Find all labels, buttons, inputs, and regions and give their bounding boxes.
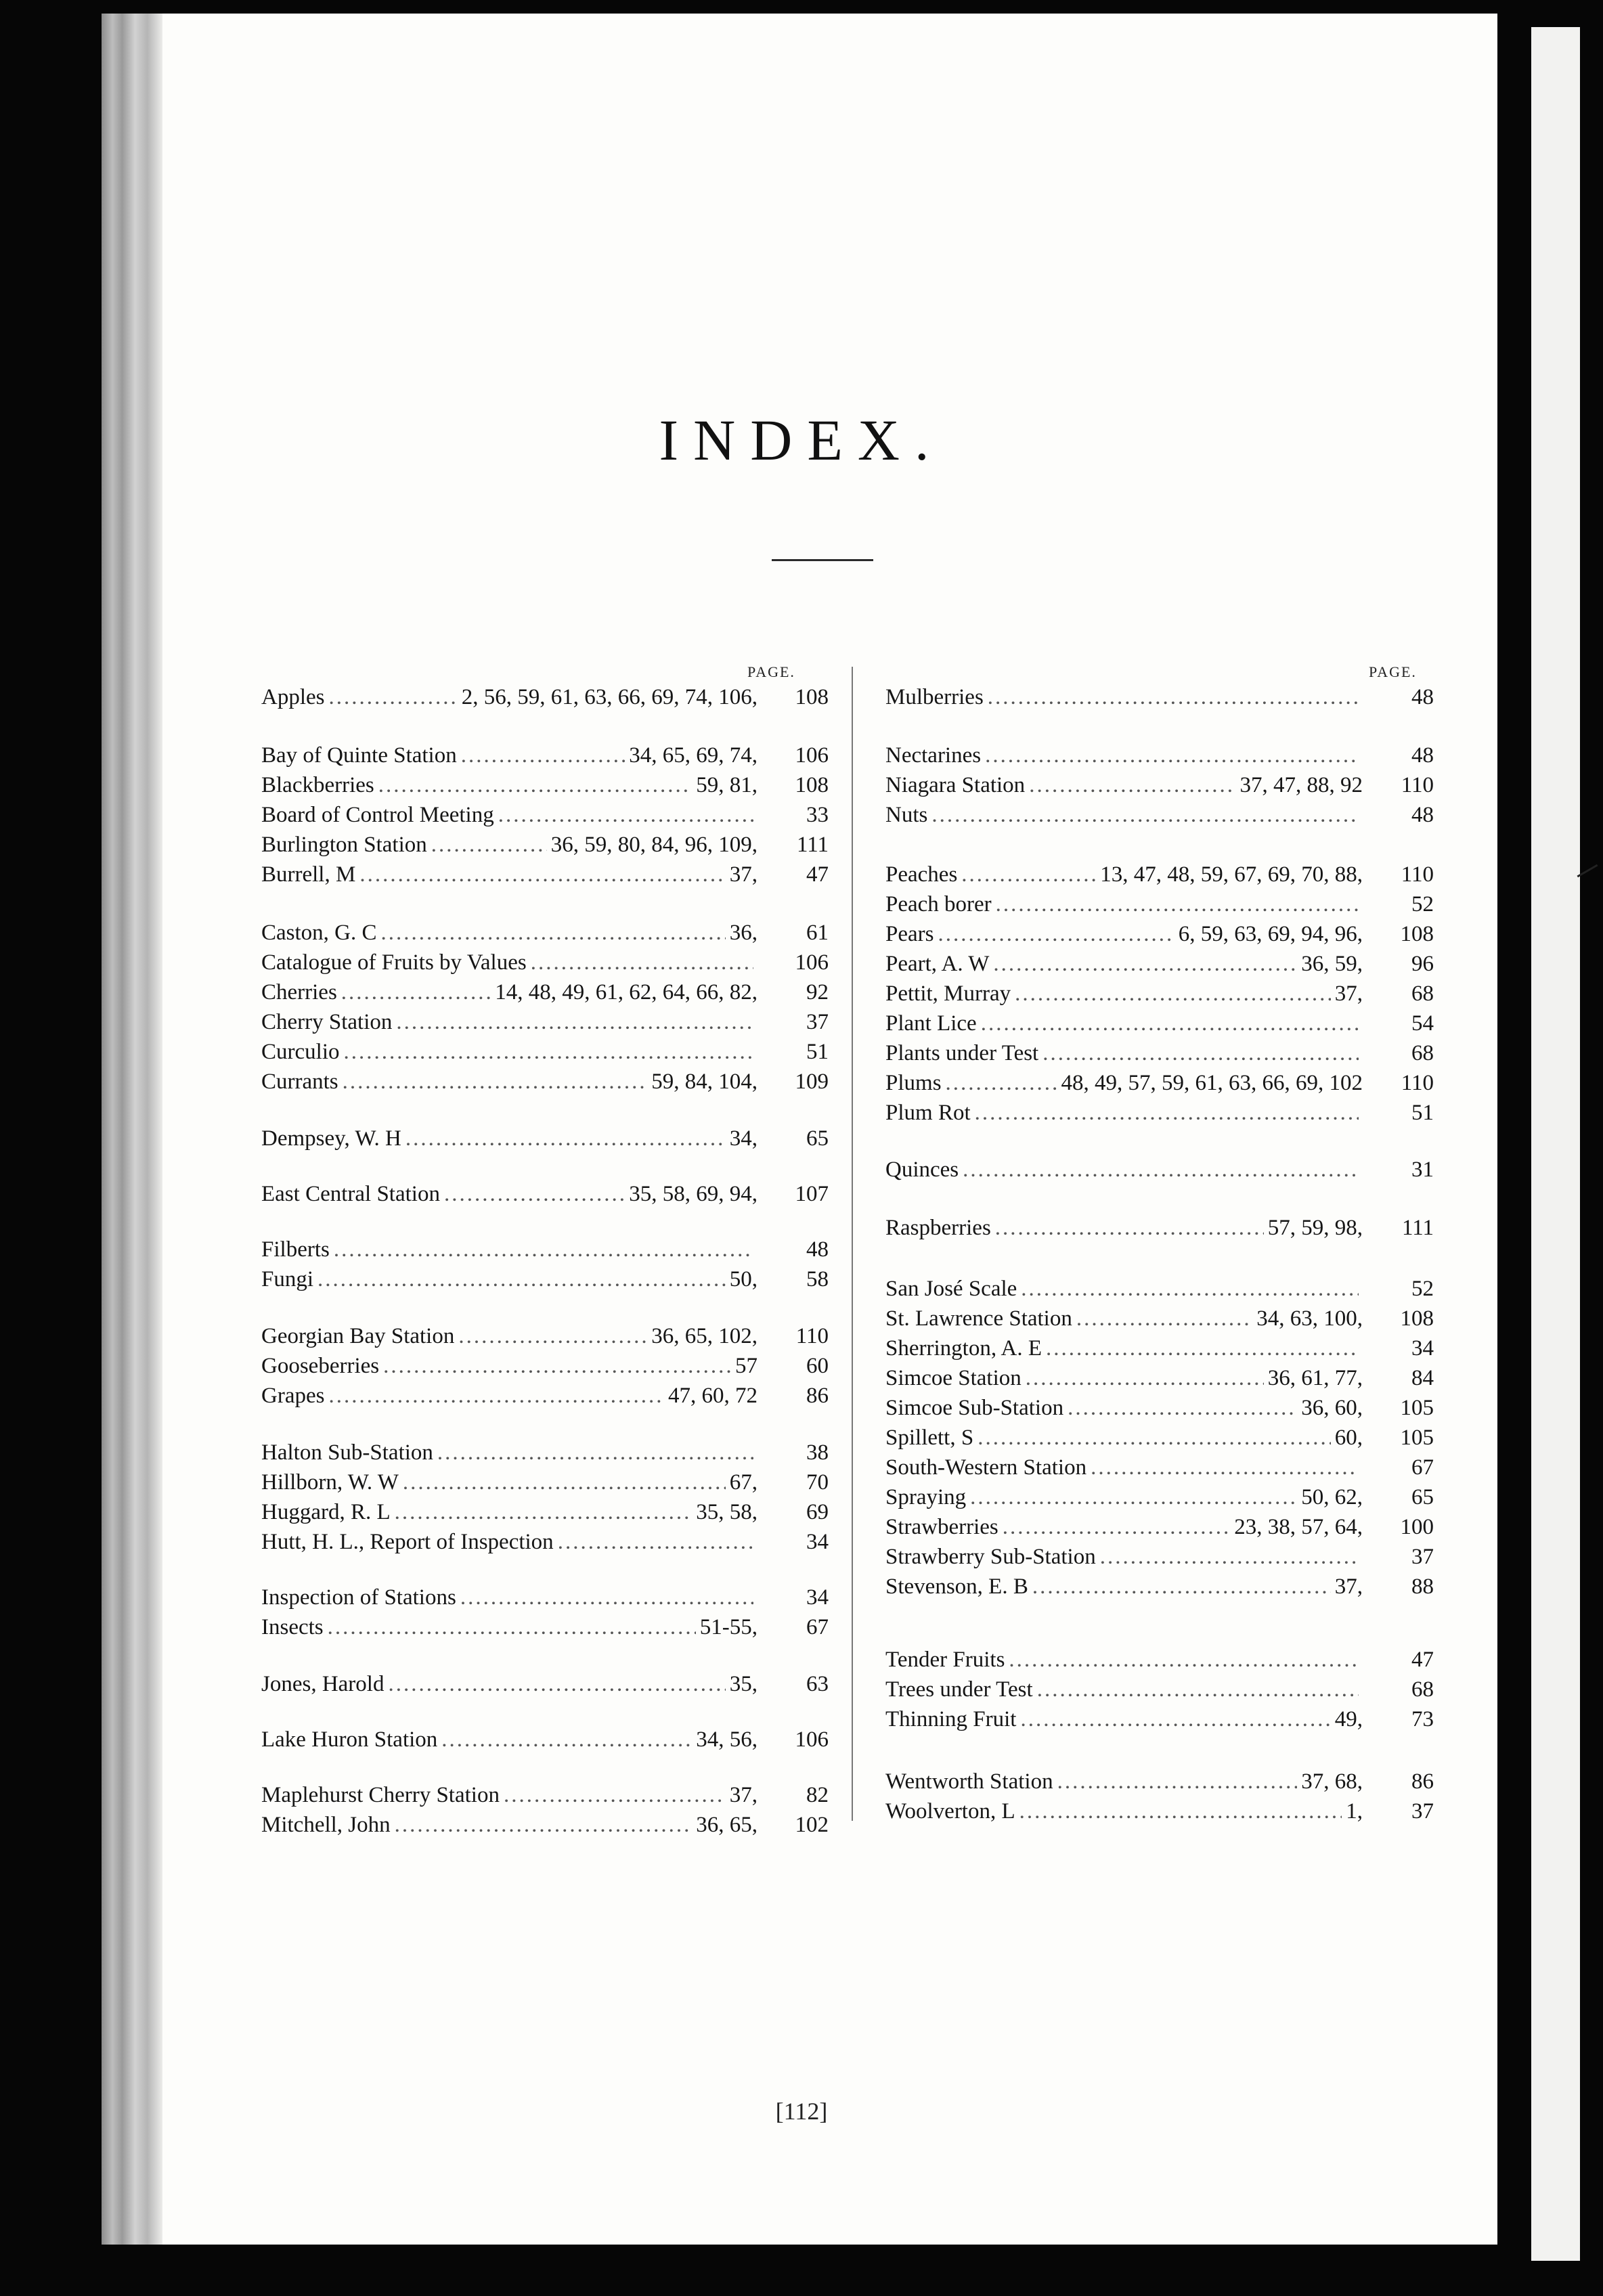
index-entry — [885, 1366, 1434, 1396]
entry-page-ref: 70 — [806, 1470, 829, 1495]
entry-name: Trees under Test — [885, 1677, 1033, 1702]
dot-leader — [975, 1101, 1359, 1126]
entry-page-ref: 67 — [806, 1615, 829, 1639]
index-entry — [261, 1040, 829, 1069]
entry-page-ref: 61 — [806, 921, 829, 945]
index-entry — [261, 1010, 829, 1040]
entry-name: Raspberries — [885, 1216, 991, 1240]
index-entry — [261, 1530, 829, 1560]
entry-name: Pettit, Murray — [885, 981, 1011, 1006]
index-entry — [885, 1515, 1434, 1545]
entry-page-ref: 37 — [1411, 1545, 1434, 1569]
entry-name: Plums — [885, 1071, 942, 1095]
index-entry — [885, 1426, 1434, 1455]
entry-name: Inspection of Stations — [261, 1585, 456, 1610]
index-entry — [885, 743, 1434, 773]
index-entry — [261, 773, 829, 803]
entry-pages: 37, 68, — [1301, 1769, 1363, 1794]
dot-leader — [1046, 1336, 1359, 1361]
entry-page-ref: 107 — [795, 1182, 829, 1206]
index-entry — [261, 803, 829, 833]
dot-leader — [383, 1354, 731, 1379]
dot-leader — [961, 862, 1096, 887]
index-entry — [885, 981, 1434, 1011]
index-entry — [261, 1354, 829, 1384]
entry-page-ref: 33 — [806, 803, 829, 827]
dot-leader — [334, 1237, 753, 1262]
dot-leader — [395, 1813, 693, 1838]
entry-page-ref: 67 — [1411, 1455, 1434, 1480]
dot-leader — [1015, 981, 1331, 1007]
dot-leader — [328, 1384, 664, 1409]
entry-page-ref: 108 — [1400, 1306, 1434, 1331]
entry-page-ref: 58 — [806, 1267, 829, 1292]
index-entry — [885, 1101, 1434, 1130]
entry-pages: 36, 61, 77, — [1267, 1366, 1363, 1390]
entry-pages: 34, 63, 100, — [1256, 1306, 1363, 1331]
entry-page-ref: 105 — [1400, 1426, 1434, 1450]
dot-leader — [441, 1727, 692, 1752]
dot-leader — [1032, 1574, 1331, 1599]
dot-leader — [388, 1672, 725, 1697]
dot-leader — [461, 743, 625, 768]
index-entry — [885, 1707, 1434, 1737]
dot-leader — [381, 921, 726, 946]
index-entry — [885, 892, 1434, 922]
entry-name: Cherry Station — [261, 1010, 393, 1034]
entry-pages: 1, — [1346, 1799, 1363, 1824]
index-entry — [261, 862, 829, 892]
dot-leader — [1009, 1648, 1359, 1673]
dot-leader — [938, 922, 1174, 947]
entry-pages: 37, — [1334, 981, 1363, 1006]
dot-leader — [1091, 1455, 1359, 1480]
dot-leader — [498, 803, 753, 828]
entry-page-ref: 60 — [806, 1354, 829, 1378]
entry-name: Blackberries — [261, 773, 374, 797]
entry-pages: 34, 65, 69, 74, — [629, 743, 757, 768]
entry-page-ref: 52 — [1411, 1277, 1434, 1301]
index-entry — [885, 1157, 1434, 1187]
entry-page-ref: 110 — [1401, 862, 1434, 887]
entry-name: Tender Fruits — [885, 1648, 1005, 1672]
index-entry — [885, 1455, 1434, 1485]
entry-page-ref: 110 — [1401, 773, 1434, 797]
page-edge-shading — [102, 14, 162, 2245]
entry-page-ref: 68 — [1411, 981, 1434, 1006]
dot-leader — [460, 1585, 753, 1610]
dot-leader — [1076, 1306, 1252, 1331]
entry-name: Hillborn, W. W — [261, 1470, 399, 1495]
entry-pages: 37, — [729, 1783, 757, 1807]
dot-leader — [1019, 1799, 1342, 1824]
entry-name: Mulberries — [885, 685, 984, 709]
entry-page-ref: 31 — [1411, 1157, 1434, 1182]
dot-leader — [963, 1157, 1359, 1183]
index-entry — [885, 952, 1434, 981]
index-entry — [261, 1182, 829, 1212]
entry-page-ref: 92 — [806, 980, 829, 1005]
entry-name: Peach borer — [885, 892, 992, 917]
entry-pages: 67, — [729, 1470, 757, 1495]
index-entry — [261, 1500, 829, 1530]
dot-leader — [1026, 1366, 1264, 1391]
entry-name: Lake Huron Station — [261, 1727, 438, 1752]
entry-name: Nuts — [885, 803, 928, 827]
entry-pages: 59, 81, — [696, 773, 757, 797]
entry-pages: 34, 56, — [696, 1727, 757, 1752]
entry-page-ref: 48 — [1411, 685, 1434, 709]
entry-page-ref: 48 — [806, 1237, 829, 1262]
entry-page-ref: 108 — [795, 685, 829, 709]
index-entry — [885, 1277, 1434, 1306]
entry-name: Niagara Station — [885, 773, 1026, 797]
dot-leader — [1020, 1707, 1330, 1732]
title-rule — [772, 559, 873, 561]
dot-leader — [396, 1010, 753, 1035]
entry-page-ref: 110 — [1401, 1071, 1434, 1095]
entry-page-ref: 51 — [806, 1040, 829, 1064]
index-entry — [885, 922, 1434, 952]
entry-pages: 34, — [729, 1126, 757, 1151]
entry-name: Filberts — [261, 1237, 330, 1262]
entry-name: Nectarines — [885, 743, 982, 768]
entry-pages: 59, 84, 104, — [651, 1069, 757, 1094]
dot-leader — [458, 1324, 647, 1349]
entry-page-ref: 68 — [1411, 1041, 1434, 1065]
entry-name: Apples — [261, 685, 325, 709]
entry-pages: 51-55, — [699, 1615, 757, 1639]
page-title: INDEX. — [659, 407, 944, 472]
dot-leader — [317, 1267, 726, 1292]
entry-pages: 35, 58, — [696, 1500, 757, 1524]
dot-leader — [341, 980, 491, 1005]
entry-page-ref: 73 — [1411, 1707, 1434, 1731]
index-entry — [885, 1485, 1434, 1515]
dot-leader — [1057, 1769, 1298, 1794]
entry-pages: 36, 65, — [696, 1813, 757, 1837]
dot-leader — [504, 1783, 726, 1808]
index-entry — [885, 1677, 1434, 1707]
dot-leader — [946, 1071, 1057, 1096]
entry-page-ref: 108 — [795, 773, 829, 797]
entry-page-ref: 96 — [1411, 952, 1434, 976]
index-entry — [885, 1574, 1434, 1604]
index-entry — [261, 743, 829, 773]
entry-name: Plum Rot — [885, 1101, 971, 1125]
entry-page-ref: 86 — [1411, 1769, 1434, 1794]
index-entry — [261, 980, 829, 1010]
index-entry — [261, 1470, 829, 1500]
entry-page-ref: 109 — [795, 1069, 829, 1094]
index-entry — [885, 1071, 1434, 1101]
entry-pages: 14, 48, 49, 61, 62, 64, 66, 82, — [495, 980, 757, 1005]
dot-leader — [403, 1470, 726, 1495]
entry-name: Catalogue of Fruits by Values — [261, 950, 527, 975]
dot-leader — [405, 1126, 726, 1151]
entry-page-ref: 111 — [796, 833, 829, 857]
entry-name: Cherries — [261, 980, 337, 1005]
index-entry — [885, 1011, 1434, 1041]
index-entry — [261, 1267, 829, 1297]
index-entry — [261, 833, 829, 862]
entry-page-ref: 34 — [806, 1585, 829, 1610]
entry-name: South-Western Station — [885, 1455, 1087, 1480]
dot-leader — [395, 1500, 693, 1525]
entry-page-ref: 63 — [806, 1672, 829, 1696]
dot-leader — [444, 1182, 625, 1207]
index-entry — [261, 1237, 829, 1267]
dot-leader — [558, 1530, 753, 1555]
entry-page-ref: 37 — [1411, 1799, 1434, 1824]
entry-page-ref: 84 — [1411, 1366, 1434, 1390]
entry-pages: 60, — [1334, 1426, 1363, 1450]
entry-page-ref: 38 — [806, 1440, 829, 1465]
index-entry — [261, 1585, 829, 1615]
entry-pages: 13, 47, 48, 59, 67, 69, 70, 88, — [1100, 862, 1363, 887]
index-entry — [885, 1041, 1434, 1071]
index-entry — [261, 1615, 829, 1645]
entry-name: St. Lawrence Station — [885, 1306, 1072, 1331]
dot-leader — [1029, 773, 1235, 798]
entry-page-ref: 34 — [1411, 1336, 1434, 1361]
entry-name: Wentworth Station — [885, 1769, 1053, 1794]
entry-pages: 36, — [729, 921, 757, 945]
index-entry — [261, 1440, 829, 1470]
entry-page-ref: 34 — [806, 1530, 829, 1554]
entry-page-ref: 48 — [1411, 743, 1434, 768]
index-entry — [261, 1069, 829, 1099]
page-number: [112] — [775, 2098, 828, 2125]
entry-name: Fungi — [261, 1267, 314, 1292]
entry-pages: 6, 59, 63, 69, 94, 96, — [1178, 922, 1363, 946]
dot-leader — [431, 833, 547, 858]
dot-leader — [1021, 1277, 1359, 1302]
entry-pages: 47, 60, 72 — [668, 1384, 757, 1408]
entry-name: Quinces — [885, 1157, 959, 1182]
entry-page-ref: 108 — [1400, 922, 1434, 946]
entry-name: Hutt, H. L., Report of Inspection — [261, 1530, 554, 1554]
entry-page-ref: 111 — [1401, 1216, 1434, 1240]
index-entry — [885, 1799, 1434, 1829]
entry-pages: 57 — [735, 1354, 757, 1378]
entry-pages: 2, 56, 59, 61, 63, 66, 69, 74, 106, — [461, 685, 757, 709]
dot-leader — [378, 773, 692, 798]
entry-name: Simcoe Sub-Station — [885, 1396, 1064, 1420]
entry-name: Halton Sub-Station — [261, 1440, 433, 1465]
entry-name: Spillett, S — [885, 1426, 974, 1450]
index-entry — [261, 1813, 829, 1842]
dot-leader — [993, 952, 1297, 977]
entry-name: Peart, A. W — [885, 952, 990, 976]
index-entry — [261, 1727, 829, 1757]
entry-page-ref: 52 — [1411, 892, 1434, 917]
index-entry — [885, 803, 1434, 833]
entry-page-ref: 100 — [1400, 1515, 1434, 1539]
index-entry — [885, 1336, 1434, 1366]
entry-name: Georgian Bay Station — [261, 1324, 455, 1348]
dot-leader — [981, 1011, 1359, 1036]
index-entry — [261, 950, 829, 980]
entry-name: San José Scale — [885, 1277, 1017, 1301]
entry-name: Strawberry Sub-Station — [885, 1545, 1096, 1569]
entry-page-ref: 105 — [1400, 1396, 1434, 1420]
entry-name: Caston, G. C — [261, 921, 377, 945]
entry-page-ref: 37 — [806, 1010, 829, 1034]
entry-pages: 57, 59, 98, — [1267, 1216, 1363, 1240]
entry-page-ref: 106 — [795, 950, 829, 975]
entry-pages: 36, 59, 80, 84, 96, 109, — [550, 833, 757, 857]
entry-page-ref: 88 — [1411, 1574, 1434, 1599]
entry-page-ref: 106 — [795, 1727, 829, 1752]
entry-pages: 37, 47, 88, 92 — [1239, 773, 1363, 797]
dot-leader — [531, 950, 753, 975]
entry-pages: 35, 58, 69, 94, — [629, 1182, 757, 1206]
index-entry — [261, 921, 829, 950]
dot-leader — [985, 743, 1359, 768]
entry-name: Stevenson, E. B — [885, 1574, 1028, 1599]
entry-name: Gooseberries — [261, 1354, 380, 1378]
index-entry — [261, 1126, 829, 1156]
index-entry — [885, 862, 1434, 892]
entry-name: Burrell, M — [261, 862, 356, 887]
entry-page-ref: 110 — [795, 1324, 829, 1348]
entry-pages: 50, — [729, 1267, 757, 1292]
entry-pages: 50, 62, — [1301, 1485, 1363, 1509]
dot-leader — [996, 892, 1359, 917]
entry-name: Board of Control Meeting — [261, 803, 494, 827]
dot-leader — [970, 1485, 1297, 1510]
index-entry — [885, 773, 1434, 803]
index-entry — [885, 1769, 1434, 1799]
entry-name: Plant Lice — [885, 1011, 977, 1036]
entry-pages: 23, 38, 57, 64, — [1234, 1515, 1363, 1539]
left-page-heading: PAGE. — [747, 663, 795, 680]
dot-leader — [1100, 1545, 1359, 1570]
index-entry — [261, 1783, 829, 1813]
entry-name: Curculio — [261, 1040, 340, 1064]
index-entry — [261, 1384, 829, 1413]
entry-page-ref: 51 — [1411, 1101, 1434, 1125]
entry-page-ref: 68 — [1411, 1677, 1434, 1702]
entry-name: Burlington Station — [261, 833, 427, 857]
entry-pages: 36, 65, 102, — [651, 1324, 757, 1348]
entry-name: Dempsey, W. H — [261, 1126, 401, 1151]
index-entry — [885, 685, 1434, 715]
facing-page-edge — [1531, 27, 1580, 2261]
entry-name: Currants — [261, 1069, 338, 1094]
entry-name: Grapes — [261, 1384, 325, 1408]
index-entry — [885, 1306, 1434, 1336]
entry-page-ref: 65 — [1411, 1485, 1434, 1509]
index-entry — [261, 1672, 829, 1702]
entry-page-ref: 106 — [795, 743, 829, 768]
right-page-heading: PAGE. — [1369, 663, 1417, 680]
entry-pages: 35, — [729, 1672, 757, 1696]
entry-page-ref: 47 — [806, 862, 829, 887]
entry-pages: 49, — [1334, 1707, 1363, 1731]
index-entry — [261, 1324, 829, 1354]
margin-mark — [1577, 864, 1598, 878]
dot-leader — [343, 1069, 648, 1095]
dot-leader — [328, 1615, 696, 1640]
entry-name: Sherrington, A. E — [885, 1336, 1042, 1361]
entry-page-ref: 47 — [1411, 1648, 1434, 1672]
column-divider — [852, 667, 853, 1821]
entry-name: Jones, Harold — [261, 1672, 385, 1696]
entry-page-ref: 69 — [806, 1500, 829, 1524]
entry-page-ref: 82 — [806, 1783, 829, 1807]
entry-name: Plants under Test — [885, 1041, 1039, 1065]
dot-leader — [1003, 1515, 1230, 1540]
entry-pages: 36, 60, — [1301, 1396, 1363, 1420]
entry-page-ref: 86 — [806, 1384, 829, 1408]
dot-leader — [359, 862, 725, 887]
entry-name: Strawberries — [885, 1515, 998, 1539]
entry-name: Bay of Quinte Station — [261, 743, 457, 768]
entry-name: Insects — [261, 1615, 324, 1639]
entry-pages: 48, 49, 57, 59, 61, 63, 66, 69, 102 — [1061, 1071, 1363, 1095]
entry-name: East Central Station — [261, 1182, 440, 1206]
entry-name: Pears — [885, 922, 934, 946]
entry-name: Thinning Fruit — [885, 1707, 1017, 1731]
index-entry — [885, 1216, 1434, 1245]
index-entry — [885, 1648, 1434, 1677]
entry-page-ref: 48 — [1411, 803, 1434, 827]
dot-leader — [437, 1440, 753, 1465]
entry-page-ref: 54 — [1411, 1011, 1434, 1036]
index-entry — [885, 1396, 1434, 1426]
entry-page-ref: 65 — [806, 1126, 829, 1151]
dot-leader — [329, 685, 458, 710]
dot-leader — [931, 803, 1359, 828]
index-entry — [885, 1545, 1434, 1574]
entry-pages: 37, — [1334, 1574, 1363, 1599]
dot-leader — [978, 1426, 1331, 1451]
entry-pages: 36, 59, — [1301, 952, 1363, 976]
dot-leader — [988, 685, 1359, 710]
entry-name: Maplehurst Cherry Station — [261, 1783, 500, 1807]
entry-name: Peaches — [885, 862, 958, 887]
dot-leader — [1042, 1041, 1359, 1066]
entry-page-ref: 102 — [795, 1813, 829, 1837]
dot-leader — [995, 1216, 1264, 1241]
entry-name: Woolverton, L — [885, 1799, 1015, 1824]
entry-name: Simcoe Station — [885, 1366, 1022, 1390]
entry-pages: 37, — [729, 862, 757, 887]
entry-name: Huggard, R. L — [261, 1500, 391, 1524]
index-entry — [261, 685, 829, 715]
dot-leader — [1037, 1677, 1359, 1702]
entry-name: Mitchell, John — [261, 1813, 391, 1837]
dot-leader — [343, 1040, 753, 1065]
dot-leader — [1068, 1396, 1297, 1421]
entry-name: Spraying — [885, 1485, 967, 1509]
